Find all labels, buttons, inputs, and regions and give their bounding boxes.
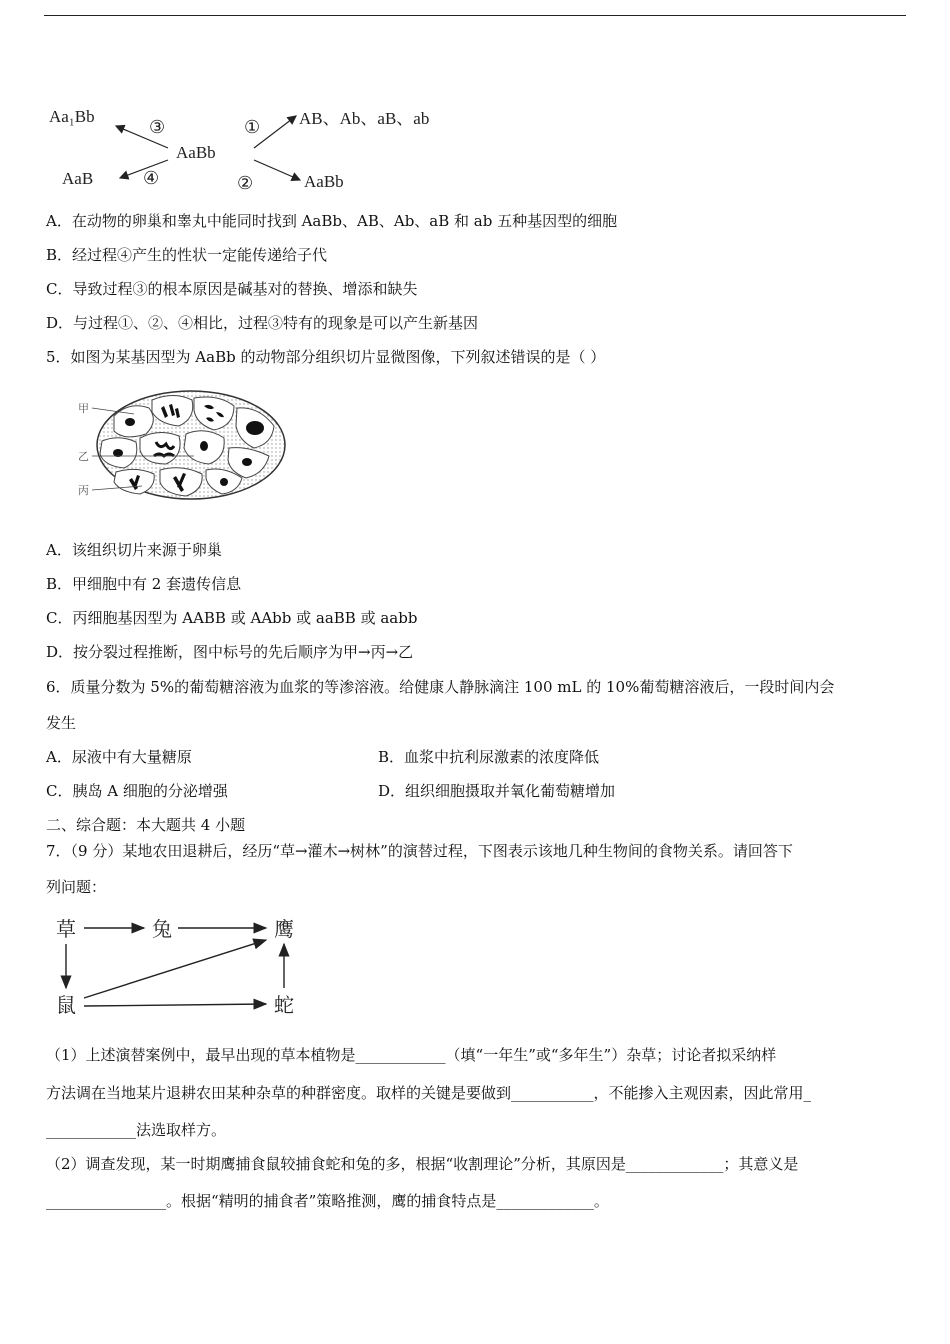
q7-stem-line1: 7．（9 分）某地农田退耕后，经历“草→灌木→树林”的演替过程，下图表示该地几种生物间的食物关系。请回答下 xyxy=(46,842,793,860)
q4-option-c: C．导致过程③的根本原因是碱基对的替换、增添和缺失 xyxy=(46,280,418,298)
label-yi: 乙 xyxy=(78,451,89,463)
q6-option-c: C．胰岛 A 细胞的分泌增强 xyxy=(46,782,228,800)
node-rabbit: 兔 xyxy=(152,919,172,941)
header-rule xyxy=(44,15,906,16)
q5-option-a: A．该组织切片来源于卵巢 xyxy=(46,541,222,559)
food-web-diagram xyxy=(48,912,308,1024)
q7-stem-line2: 列问题： xyxy=(46,878,107,896)
process-label-2: ② xyxy=(237,173,254,193)
q6-stem-line2: 发生 xyxy=(46,714,77,732)
genotype-diagram xyxy=(44,100,514,195)
genotype-top-right: AB、Ab、aB、ab xyxy=(299,109,430,128)
genotype-top-left: Aa₁Bb xyxy=(49,107,95,126)
q7-part1-line3: ____________法选取样方。 xyxy=(46,1121,227,1139)
section-2-heading: 二、综合题：本大题共 4 小题 xyxy=(46,816,246,834)
process-label-1: ① xyxy=(244,117,261,137)
node-snake: 蛇 xyxy=(274,995,294,1017)
label-bing: 丙 xyxy=(78,485,89,497)
process-label-4: ④ xyxy=(143,168,160,188)
edge-mouse-hawk xyxy=(84,940,266,998)
node-hawk: 鹰 xyxy=(274,919,294,941)
edge-mouse-snake xyxy=(84,1004,266,1006)
q7-part2-line2: ________________。根据“精明的捕食者”策略推测，鹰的捕食特点是_____________。 xyxy=(46,1192,609,1210)
q6-stem-line1: 6．质量分数为 5%的葡萄糖溶液为血浆的等渗溶液。给健康人静脉滴注 100 mL 的 10%葡萄糖溶液后，一段时间内会 xyxy=(46,678,835,696)
q4-option-b: B．经过程④产生的性状一定能传递给子代 xyxy=(46,246,328,264)
label-jia: 甲 xyxy=(78,403,89,415)
q6-option-a: A．尿液中有大量糖原 xyxy=(46,748,192,766)
q4-option-a: A．在动物的卵巢和睾丸中能同时找到 AaBb、AB、Ab、aB 和 ab 五种基因型的细胞 xyxy=(46,212,618,230)
node-grass: 草 xyxy=(56,919,76,941)
genotype-center: AaBb xyxy=(176,143,216,162)
q5-option-c: C．丙细胞基因型为 AABB 或 AAbb 或 aaBB 或 aabb xyxy=(46,609,418,627)
q5-option-b: B．甲细胞中有 2 套遗传信息 xyxy=(46,575,242,593)
tissue-section-figure xyxy=(74,386,294,506)
q4-option-d: D．与过程①、②、④相比，过程③特有的现象是可以产生新基因 xyxy=(46,314,479,332)
q7-part1-line1: （1）上述演替案例中，最早出现的草本植物是____________（填“一年生”或“多年生”）杂草；讨论者拟采纳样 xyxy=(46,1046,777,1064)
arrow-1 xyxy=(254,116,296,148)
genotype-bottom-right: AaBb xyxy=(304,172,344,191)
q6-option-b: B．血浆中抗利尿激素的浓度降低 xyxy=(378,748,600,766)
q5-option-d: D．按分裂过程推断，图中标号的先后顺序为甲→丙→乙 xyxy=(46,643,414,661)
process-label-3: ③ xyxy=(149,117,166,137)
q7-part1-line2: 方法调在当地某片退耕农田某种杂草的种群密度。取样的关键是要做到___________，不能掺入主观因素，因此常用_ xyxy=(46,1084,812,1102)
genotype-bottom-left: AaB xyxy=(62,169,94,188)
node-mouse: 鼠 xyxy=(56,995,76,1017)
q7-part2-line1: （2）调查发现，某一时期鹰捕食鼠较捕食蛇和兔的多，根据“收割理论”分析，其原因是_____________；其意义是 xyxy=(46,1155,799,1173)
q5-stem: 5．如图为某基因型为 AaBb 的动物部分组织切片显微图像，下列叙述错误的是（ ） xyxy=(46,348,606,366)
arrow-2 xyxy=(254,160,300,180)
q6-option-d: D．组织细胞摄取并氧化葡萄糖增加 xyxy=(378,782,616,800)
